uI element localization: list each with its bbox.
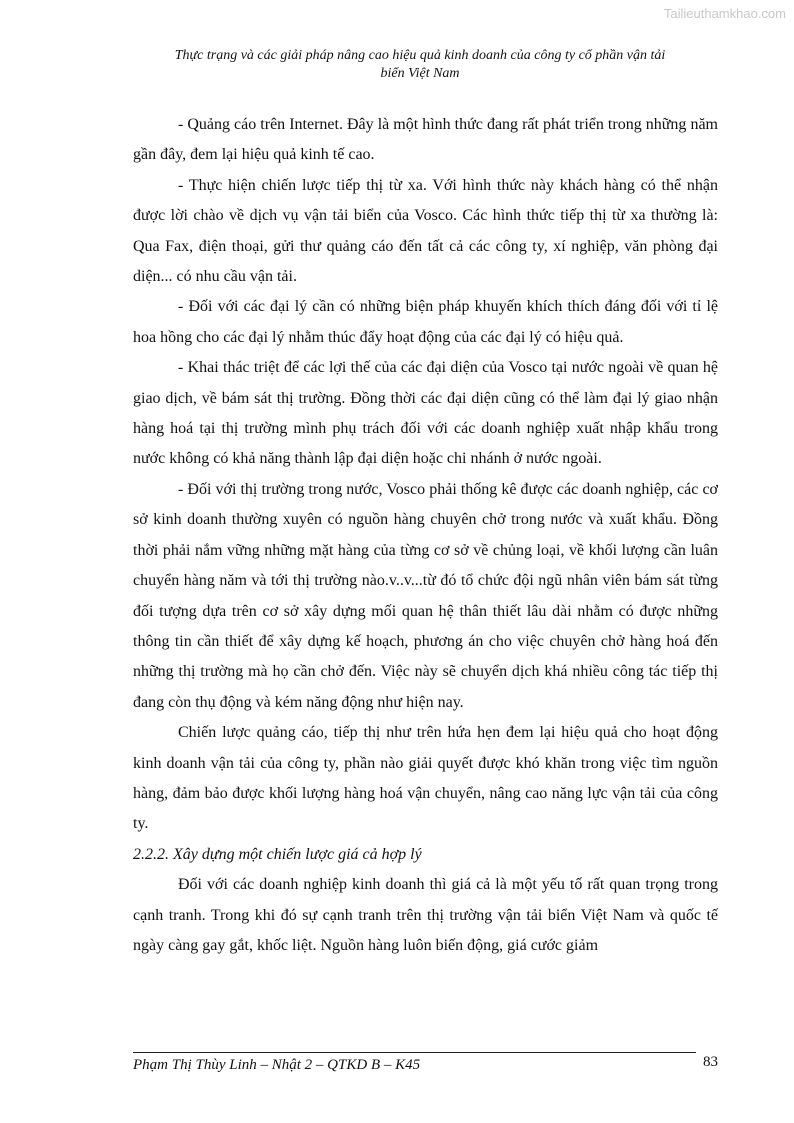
running-header	[120, 47, 720, 83]
paragraph-overseas-reps: - Khai thác triệt để các lợi thế của các đại diện của Vosco tại nước ngoài về quan hệ giao dịch, về bám sát thị trường. Đồng thời các đại diện cũng có thể làm đại lý giao nhận hàng hoá tại thị trường mình phụ trách đối với các doanh nghiệp xuất nhập khẩu trong nước không có khả năng thành lập đại diện hoặc chi nhánh ở nước ngoài.	[133, 359, 718, 468]
page-body	[133, 110, 718, 961]
paragraph-pricing: Đối với các doanh nghiệp kinh doanh thì giá cả là một yếu tố rất quan trọng trong cạnh tranh. Trong khi đó sự cạnh tranh trên thị trường vận tải biển Việt Nam và quốc tế ngày càng gay gắt, khốc liệt. Nguồn hàng luôn biến động, giá cước giảm	[133, 876, 718, 954]
footer-divider	[133, 1052, 696, 1053]
paragraph-domestic-market: - Đối với thị trường trong nước, Vosco phải thống kê được các doanh nghiệp, các cơ sở kinh doanh thường xuyên có nguồn hàng chuyên chở trong nước và xuất khẩu. Đồng thời phải nắm vững những mặt hàng của từng cơ sở về chủng loại, về khối lượng cần luân chuyển hàng năm và tới thị trường nào.v..v...từ đó tổ chức đội ngũ nhân viên bám sát từng đối tượng dựa trên cơ sở xây dựng mối quan hệ thân thiết lâu dài nhằm có được những thông tin cần thiết để xây dựng kế hoạch, phương án cho việc chuyên chở hàng hoá đến những thị trường mà họ cần chở đến. Việc này sẽ chuyển dịch khá nhiều công tác tiếp thị đang còn thụ động và kém năng động như hiện nay.	[133, 480, 718, 711]
watermark: Tailieuthamkhao.com	[663, 6, 786, 21]
footer-author: Phạm Thị Thùy Linh – Nhật 2 – QTKD B – K45	[133, 1057, 421, 1073]
paragraph-remote-marketing: - Thực hiện chiến lược tiếp thị từ xa. Với hình thức này khách hàng có thể nhận được lời chào về dịch vụ vận tải biển của Vosco. Các hình thức tiếp thị từ xa thường là: Qua Fax, điện thoại, gửi thư quảng cáo đến tất cả các công ty, xí nghiệp, văn phòng đại diện... có nhu cầu vận tải.	[133, 176, 718, 286]
header-line-1: Thực trạng và các giải pháp nâng cao hiệu quả kinh doanh của công ty cổ phần vận tải	[174, 48, 666, 63]
page-number: 83	[703, 1054, 718, 1070]
paragraph-strategy-summary: Chiến lược quảng cáo, tiếp thị như trên hứa hẹn đem lại hiệu quả cho hoạt động kinh doanh vận tải của công ty, phần nào giải quyết được khó khăn trong việc tìm nguồn hàng, đảm bảo được khối lượng hàng hoá vận chuyển, nâng cao năng lực vận tải của công ty.	[133, 724, 718, 833]
section-heading: 2.2.2. Xây dựng một chiến lược giá cả hợp lý	[133, 845, 422, 863]
paragraph-agents: - Đối với các đại lý cần có những biện pháp khuyến khích thích đáng đối với tỉ lệ hoa hồng cho các đại lý nhằm thúc đẩy hoạt động của các đại lý có hiệu quả.	[133, 298, 718, 346]
paragraph-internet-ads: - Quảng cáo trên Internet. Đây là một hình thức đang rất phát triển trong những năm gần đây, đem lại hiệu quả kinh tế cao.	[133, 116, 718, 164]
header-line-2: biển Việt Nam	[380, 66, 460, 81]
